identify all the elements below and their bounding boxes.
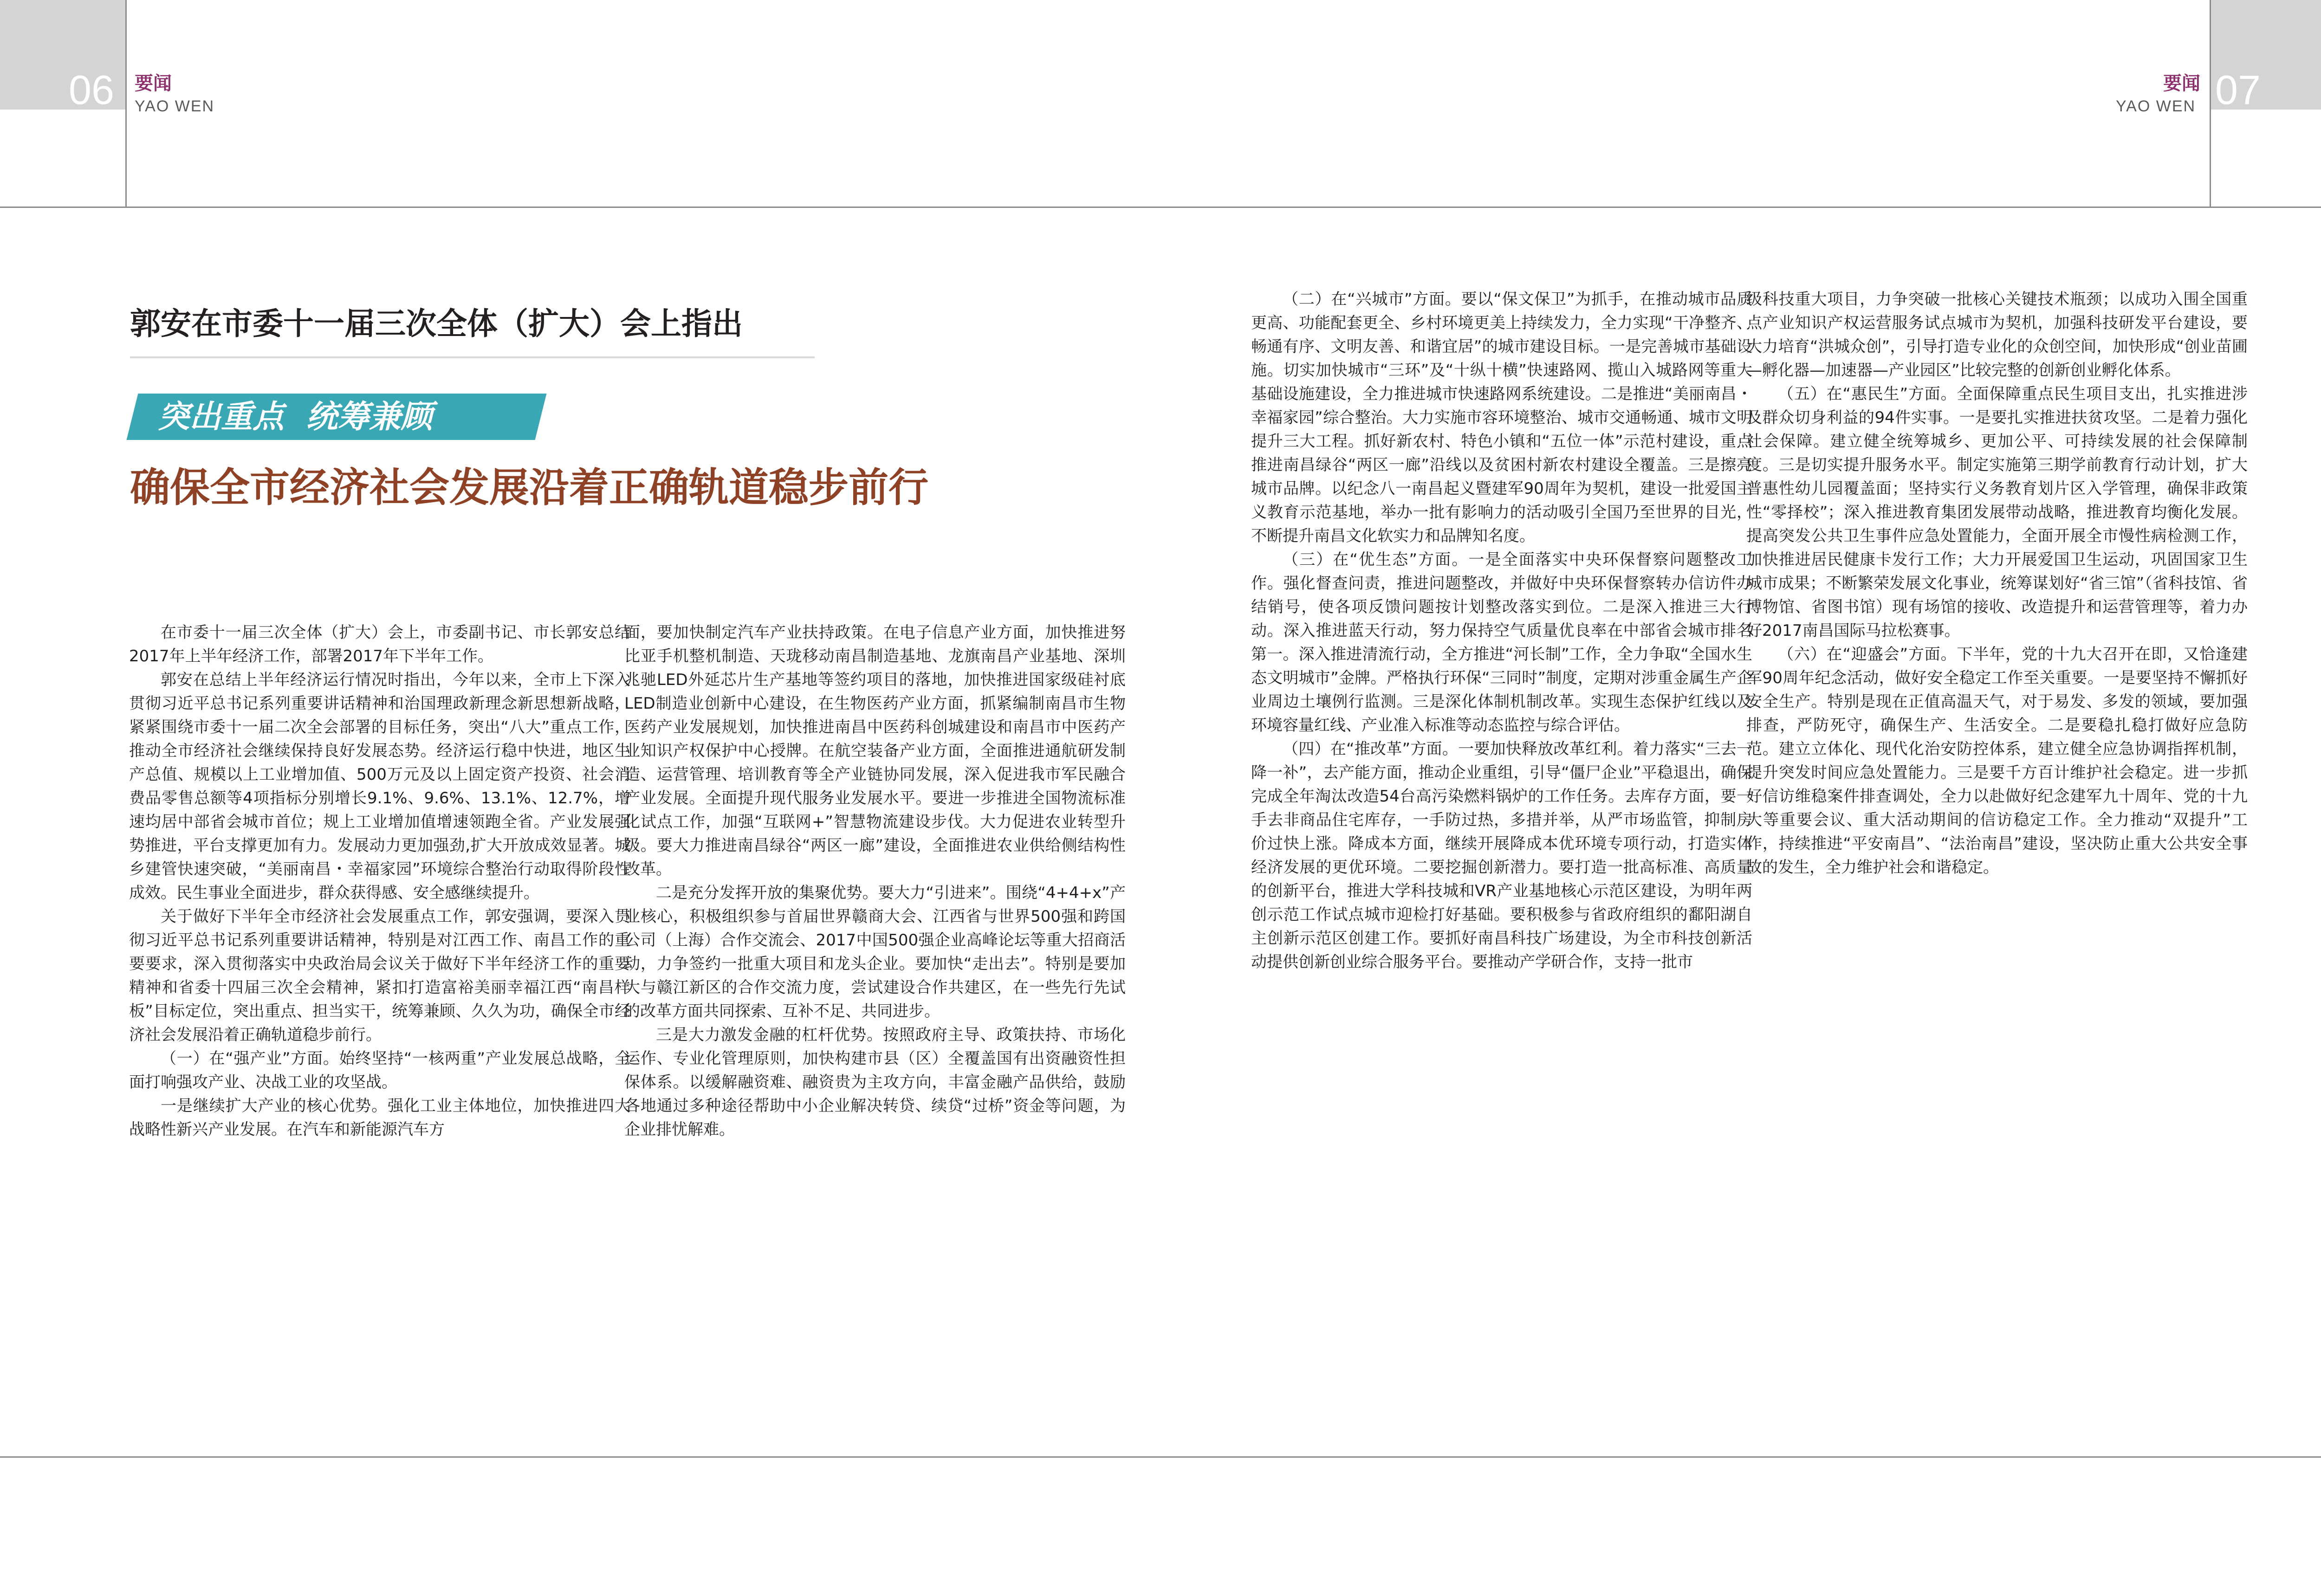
article-kicker: 郭安在市委十一届三次全体（扩大）会上指出 <box>130 306 743 342</box>
paragraph: 一是继续扩大产业的核心优势。强化工业主体地位，加快推进四大战略性新兴产业发展。在汽车和新能源汽车方 <box>129 1097 630 1139</box>
paragraph: （三）在“优生态”方面。一是全面落实中央环保督察问题整改工作。强化督查问责，推进问题整改，并做好中央环保督察转办信访件办结销号，使各项反馈问题按计划整改落实到位。二是深入推进三大行动。深入推进蓝天行动，努力保持空气质量优良率在中部省会城市排名第一。深入推进清流行动，全方推进“河长制”工作，全力争取“全国水生态文明城市”金牌。严格执行环保“三同时”制度，定期对涉重金属生产企业周边土壤例行监测。三是深化体制机制改革。实现生态保护红线以及环境容量红线、产业准入标准等动态监控与综合评估。 <box>1251 550 1752 735</box>
top-border-line <box>0 207 2321 208</box>
subtitle-banner-text: 突出重点 统筹兼顾 <box>158 399 433 435</box>
paragraph: （六）在“迎盛会”方面。下半年，党的十九大召开在即，又恰逢建军90周年纪念活动，做好安全稳定工作至关重要。一是要坚持不懈抓好安全生产。特别是现在正值高温天气，对于易发、多发的领域，要加强排查，严防死守，确保生产、生活安全。二是要稳扎稳打做好应急防范。建立立体化、现代化治安防控体系，建立健全应急协调指挥机制，提升突发时间应急处置能力。三是要千方百计维护社会稳定。进一步抓好信访维稳案件排查调处，全力以赴做好纪念建军九十周年、党的十九大等重要会议、重大活动期间的信访稳定工作。全力推动“双提升”工作，持续推进“平安南昌”、“法治南昌”建设，坚决防止重大公共安全事故的发生，全力维护社会和谐稳定。 <box>1746 645 2248 877</box>
paragraph: （四）在“推改革”方面。一要加快释放改革红利。着力落实“三去一降一补”，去产能方面，推动企业重组，引导“僵尸企业”平稳退出，确保完成全年淘汰改造54台高污染燃料锅炉的工作任务。去库存方面，要一手去非商品住宅库存，一手防过热，多措并举，从严市场监管，抑制房价过快上涨。降成本方面，继续开展降成本优环境专项行动，打造实体经济发展的更优环境。二要挖掘创新潜力。要打造一批高标准、高质量的创新平台，推进大学科技城和VR产业基地核心示范区建设，为明年两创示范工作试点城市迎检打好基础。要积极参与省政府组织的鄱阳湖自主创新示范区创建工作。要抓好南昌科技广场建设，为全市科技创新活动提供创新创业综合服务平台。要推动产学研合作，支持一批市 <box>1251 740 1752 971</box>
paragraph: 关于做好下半年全市经济社会发展重点工作，郭安强调，要深入贯彻习近平总书记系列重要讲话精神，特别是对江西工作、南昌工作的重要要求，深入贯彻落实中央政治局会议关于做好下半年经济工作的重要精神和省委十四届三次全会精神，紧扣打造富裕美丽幸福江西“南昌样板”目标定位，突出重点、担当实干，统筹兼顾、久久为功，确保全市经济社会发展沿着正确轨道稳步前行。 <box>129 907 630 1044</box>
paragraph: 在市委十一届三次全体（扩大）会上，市委副书记、市长郭安总结2017年上半年经济工作，部署2017年下半年工作。 <box>129 623 630 666</box>
right-section-title-en: YAO WEN <box>2116 97 2196 115</box>
left-page-edge-line <box>125 0 127 207</box>
paragraph: 级科技重大项目，力争突破一批核心关键技术瓶颈；以成功入围全国重点产业知识产权运营服务试点城市为契机，加强科技研发平台建设，要大力培育“洪城众创”，引导打造专业化的众创空间，加快形成“创业苗圃—孵化器—加速器—产业园区”比较完整的创新创业孵化体系。 <box>1746 290 2248 380</box>
left-section-title-cn: 要闻 <box>135 73 172 94</box>
kicker-underline <box>130 356 815 358</box>
paragraph: （二）在“兴城市”方面。要以“保文保卫”为抓手，在推动城市品质更高、功能配套更全、乡村环境更美上持续发力，全力实现“干净整齐、畅通有序、文明友善、和谐宜居”的城市建设目标。一是完善城市基础设施。切实加快城市“三环”及“十纵十横”快速路网、揽山入城路网等重大基础设施建设，全力推进城市快速路网系统建设。二是推进“美丽南昌・幸福家园”综合整治。大力实施市容环境整治、城市交通畅通、城市文明提升三大工程。抓好新农村、特色小镇和“五位一体”示范村建设，重点推进南昌绿谷“两区一廊”沿线以及贫困村新农村建设全覆盖。三是擦亮城市品牌。以纪念八一南昌起义暨建军90周年为契机，建设一批爱国主义教育示范基地，举办一批有影响力的活动吸引全国乃至世界的目光，不断提升南昌文化软实力和品牌知名度。 <box>1251 290 1752 545</box>
paragraph: 二是充分发挥开放的集聚优势。要大力“引进来”。围绕“4+4+x”产业核心，积极组织参与首届世界赣商大会、江西省与世界500强和跨国公司（上海）合作交流会、2017中国500强企业高峰论坛等重大招商活动，力争签约一批重大项目和龙头企业。要加快“走出去”。特别是要加大与赣江新区的合作交流力度，尝试建设合作共建区，在一些先行先试的改革方面共同探索、互补不足、共同进步。 <box>624 884 1126 1021</box>
paragraph: 郭安在总结上半年经济运行情况时指出，今年以来，全市上下深入贯彻习近平总书记系列重要讲话精神和治国理政新理念新思想新战略，紧紧围绕市委十一届二次全会部署的目标任务，突出“八大”重点工作，推动全市经济社会继续保持良好发展态势。经济运行稳中快进，地区生产总值、规模以上工业增加值、500万元及以上固定资产投资、社会消费品零售总额等4项指标分别增长9.1%、9.6%、13.1%、12.7%，增速均居中部省会城市首位；规上工业增加值增速领跑全省。产业发展强势推进，平台支撑更加有力。发展动力更加强劲,扩大开放成效显著。城乡建管快速突破，“美丽南昌・幸福家园”环境综合整治行动取得阶段性成效。民生事业全面进步，群众获得感、安全感继续提升。 <box>129 671 630 902</box>
paragraph: 三是大力激发金融的杠杆优势。按照政府主导、政策扶持、市场化运作、专业化管理原则，加快构建市县（区）全覆盖国有出资融资性担保体系。以缓解融资难、融资贵为主攻方向，丰富金融产品供给，鼓励各地通过多种途径帮助中小企业解决转贷、续贷“过桥”资金等问题，为企业排忧解难。 <box>624 1026 1126 1139</box>
paragraph: 面，要加快制定汽车产业扶持政策。在电子信息产业方面，加快推进努比亚手机整机制造、天珑移动南昌制造基地、龙旗南昌产业基地、深圳兆驰LED外延芯片生产基地等签约项目的落地，加快推进国家级硅衬底LED制造业创新中心建设，在生物医药产业方面，抓紧编制南昌市生物医药产业发展规划，加快推进南昌中医药科创城建设和南昌市中医药产业知识产权保护中心授牌。在航空装备产业方面，全面推进通航研发制造、运营管理、培训教育等全产业链协同发展，深入促进我市军民融合产业发展。全面提升现代服务业发展水平。要进一步推进全国物流标准化试点工作，加强“互联网+”智慧物流建设步伐。大力促进农业转型升级。要大力推进南昌绿谷“两区一廊”建设，全面推进农业供给侧结构性改革。 <box>624 623 1126 879</box>
right-section-title-cn: 要闻 <box>2163 73 2200 94</box>
article-column-1 <box>129 621 630 1142</box>
bottom-border-line <box>0 1456 2321 1458</box>
right-page-number: 07 <box>2215 67 2261 113</box>
article-column-3 <box>1251 288 1752 974</box>
left-section-title-en: YAO WEN <box>135 97 215 115</box>
article-column-2 <box>624 621 1126 1142</box>
paragraph: （一）在“强产业”方面。始终坚持“一核两重”产业发展总战略，全面打响强攻产业、决战工业的攻坚战。 <box>129 1049 630 1092</box>
paragraph: （五）在“惠民生”方面。全面保障重点民生项目支出，扎实推进涉及群众切身利益的94件实事。一是要扎实推进扶贫攻坚。二是着力强化社会保障。建立健全统筹城乡、更加公平、可持续发展的社会保障制度。三是切实提升服务水平。制定实施第三期学前教育行动计划，扩大普惠性幼儿园覆盖面；坚持实行义务教育划片区入学管理，确保非政策性“零择校”；深入推进教育集团发展带动战略，推进教育均衡化发展。提高突发公共卫生事件应急处置能力，全面开展全市慢性病检测工作，加快推进居民健康卡发行工作；大力开展爱国卫生运动，巩固国家卫生城市成果；不断繁荣发展文化事业，统筹谋划好“省三馆”（省科技馆、省博物馆、省图书馆）现有场馆的接收、改造提升和运营管理等，着力办好2017南昌国际马拉松赛事。 <box>1746 385 2248 640</box>
article-column-4 <box>1746 288 2248 879</box>
article-headline: 确保全市经济社会发展沿着正确轨道稳步前行 <box>130 465 928 511</box>
right-page-edge-line <box>2210 0 2211 207</box>
left-page-number: 06 <box>69 67 114 113</box>
